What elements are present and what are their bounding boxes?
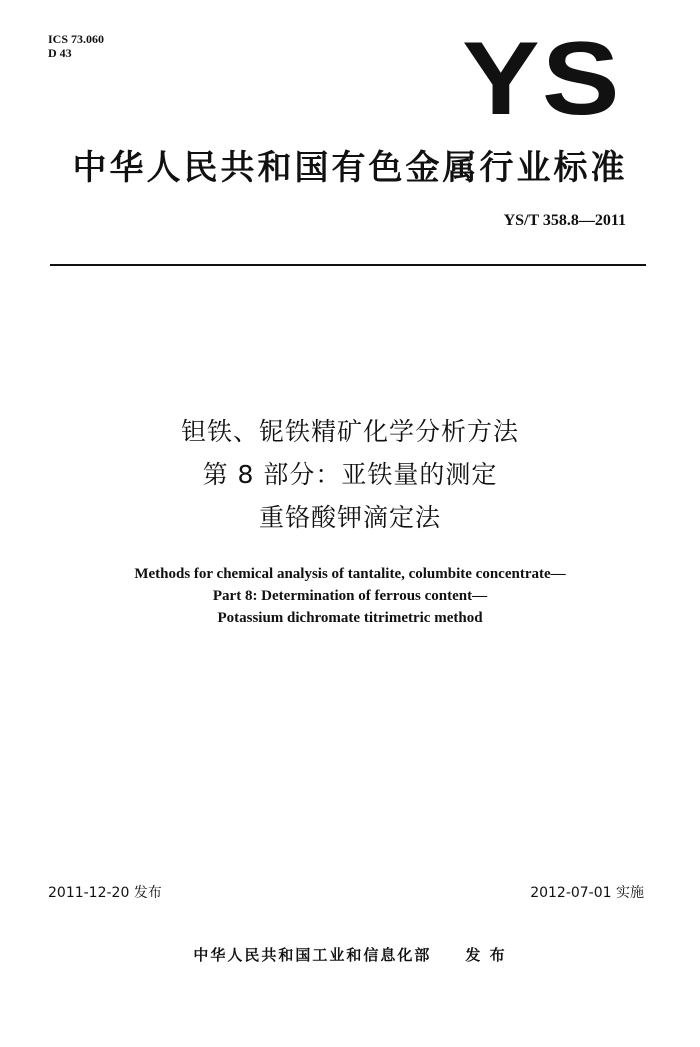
- english-title-line-3: Potassium dichromate titrimetric method: [217, 610, 483, 626]
- ys-logo: YS: [462, 21, 622, 137]
- issue-date: 2011-12-20 发布: [48, 885, 162, 901]
- publisher-name: 中华人民共和国工业和信息化部: [193, 946, 432, 964]
- standard-number: YS/T 358.8—2011: [503, 212, 626, 229]
- english-title: [0, 563, 700, 629]
- ccs-code: D 43: [48, 46, 72, 60]
- classification-codes: [48, 32, 104, 60]
- english-title-line-2: Part 8: Determination of ferrous content—: [212, 588, 488, 604]
- chinese-title: [0, 410, 700, 539]
- publish-action: 发 布: [465, 946, 507, 964]
- implementation-date: 2012-07-01 实施: [530, 885, 644, 901]
- standard-title: 中华人民共和国有色金属行业标准: [72, 148, 628, 188]
- header-divider: [50, 264, 646, 266]
- chinese-title-line-1: 钽铁、铌铁精矿化学分析方法: [180, 417, 519, 446]
- chinese-title-line-3: 重铬酸钾滴定法: [258, 503, 441, 532]
- english-title-line-1: Methods for chemical analysis of tantalite, columbite concentrate—: [134, 566, 566, 582]
- ics-code: ICS 73.060: [48, 32, 105, 46]
- chinese-title-line-2: 第 8 部分：亚铁量的测定: [202, 460, 498, 489]
- publisher-line: [0, 944, 700, 965]
